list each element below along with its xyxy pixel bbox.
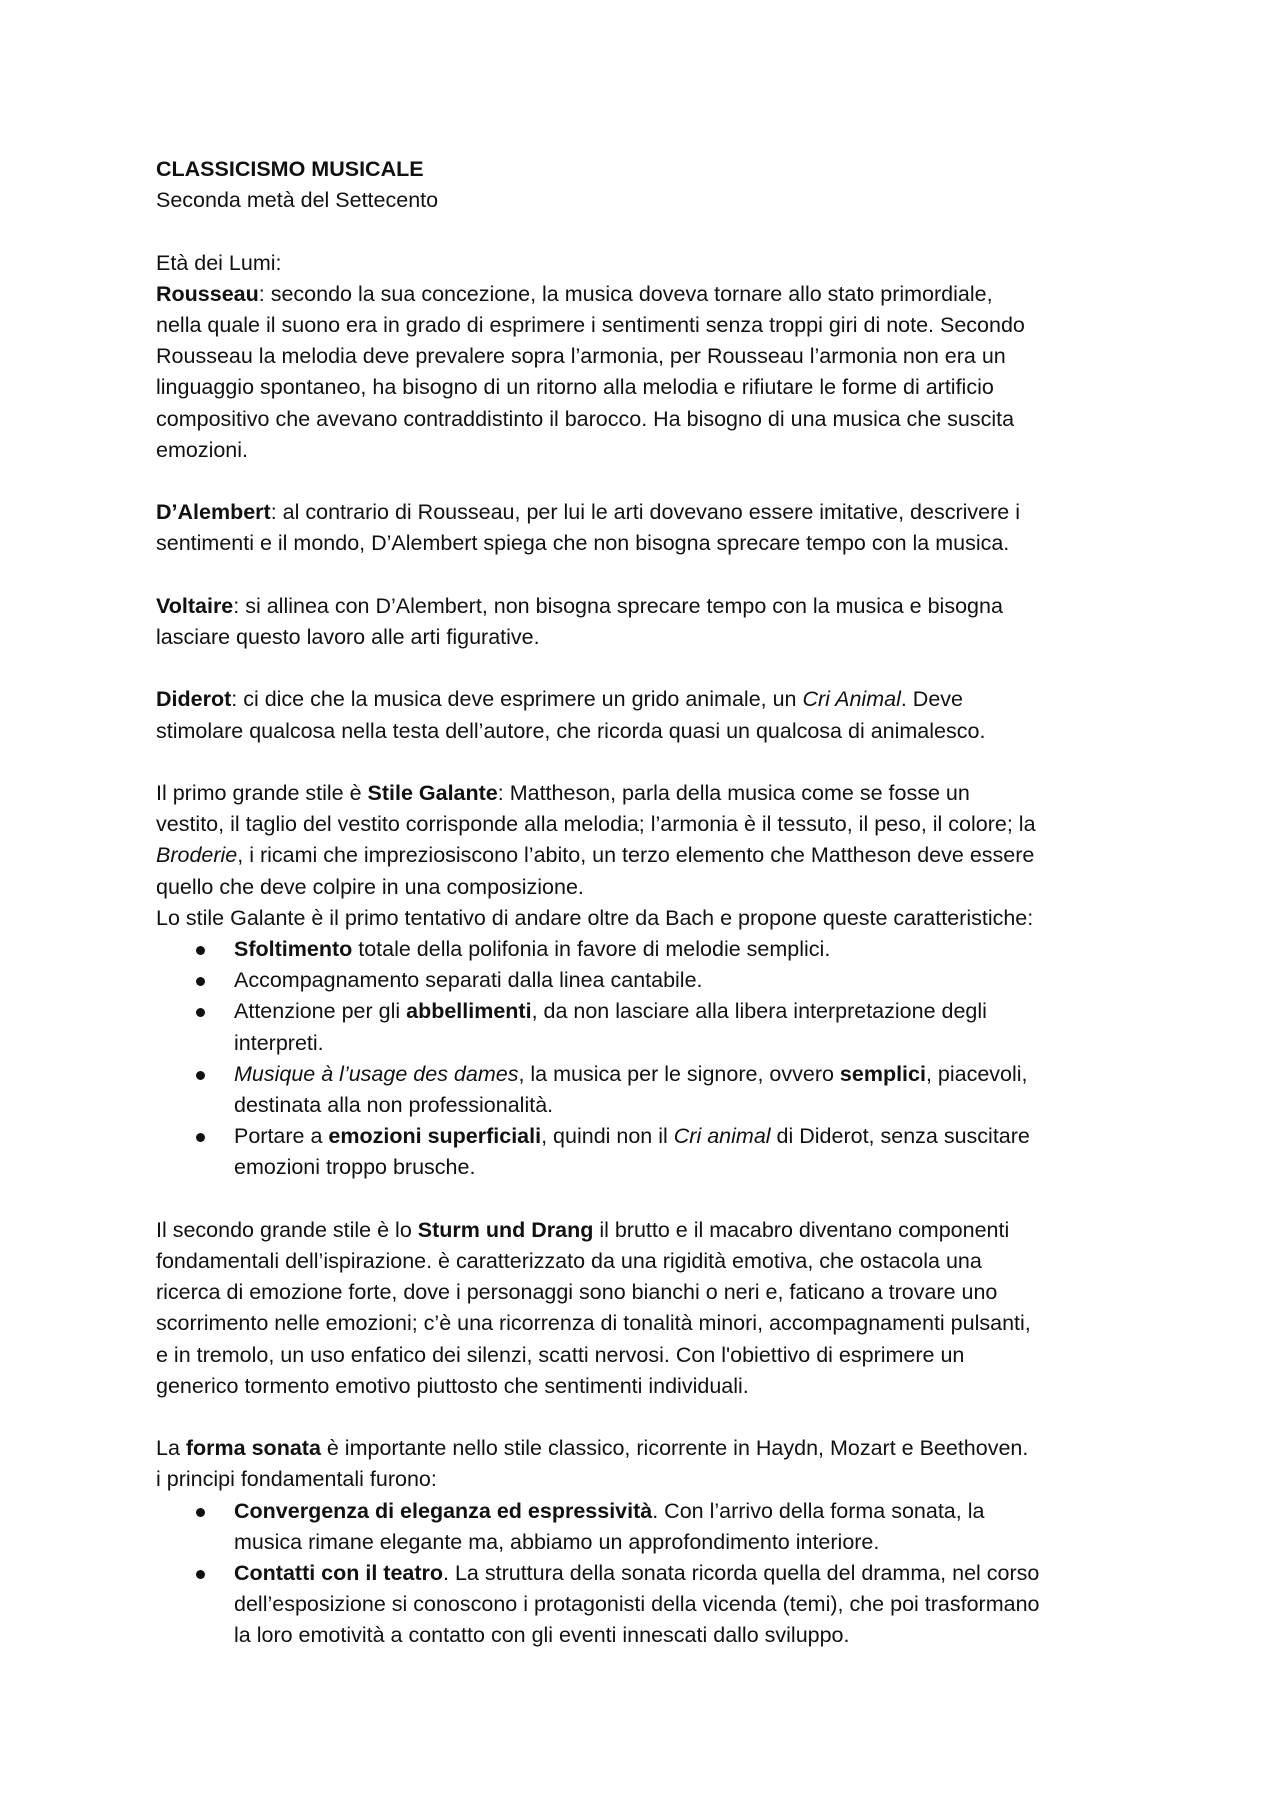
list-item: Portare a emozioni superficiali, quindi non il Cri animal di Diderot, senza suscitare emozioni troppo brusche. — [156, 1121, 1136, 1183]
bullet-icon — [196, 946, 205, 955]
sturm-paragraph: Il secondo grande stile è lo Sturm und Drang il brutto e il macabro diventano componenti fondamentali dell’ispirazione. è caratterizzato da una rigidità emotiva, che ostacola una ricerca di emozione forte, dove i personaggi sono bianchi o neri e, faticano a trovare uno scorrimento nelle emozioni; c’è una ricorrenza di tonalità minori, accompagnamenti pulsanti, e in tremolo, un uso enfatico dei silenzi, scatti nervosi. Con l'obiettivo di esprimere un generico tormento emotivo piuttosto che sentimenti individuali. — [156, 1217, 1031, 1398]
list-item: Musique à l’usage des dames, la musica per le signore, ovvero semplici, piacevoli, destinata alla non professionalità. — [156, 1059, 1136, 1121]
diderot-name: Diderot — [156, 687, 232, 712]
document-subtitle: Seconda metà del Settecento — [156, 188, 439, 213]
document-title: CLASSICISMO MUSICALE — [156, 157, 424, 181]
rousseau-paragraph: Rousseau: secondo la sua concezione, la musica doveva tornare allo stato primordiale, nella quale il suono era in grado di esprimere i sentimenti senza troppi giri di note. Secondo Rousseau la melodia deve prevalere sopra l’armonia, per Rousseau l’armonia non era un linguaggio spontaneo, ha bisogno di un ritorno alla melodia e rifiutare le forme di artificio compositivo che avevano contraddistinto il barocco. Ha bisogno di una musica che suscita emozioni. — [156, 281, 1025, 462]
rousseau-name: Rousseau — [156, 281, 259, 306]
voltaire-name: Voltaire — [156, 593, 234, 618]
bullet-icon — [196, 1133, 205, 1142]
bullet-icon — [196, 1071, 205, 1080]
document-page — [156, 154, 1136, 1652]
sonata-paragraph: La forma sonata è importante nello stile classico, ricorrente in Haydn, Mozart e Beethoven. i principi fondamentali furono: — [156, 1436, 1029, 1492]
list-item: Contatti con il teatro. La struttura della sonata ricorda quella del dramma, nel corso dell’esposizione si conoscono i protagonisti della vicenda (temi), che poi trasformano la loro emotività a contatto con gli eventi innescati dallo sviluppo. — [156, 1558, 1136, 1652]
dalembert-paragraph: D’Alembert: al contrario di Rousseau, per lui le arti dovevano essere imitative, descrivere i sentimenti e il mondo, D’Alembert spiega che non bisogna sprecare tempo con la musica. — [156, 500, 1020, 556]
list-item: Convergenza di eleganza ed espressività. Con l’arrivo della forma sonata, la musica rimane elegante ma, abbiamo un approfondimento interiore. — [156, 1496, 1136, 1558]
list-item: Sfoltimento totale della polifonia in favore di melodie semplici. — [156, 934, 1136, 965]
bullet-icon — [196, 1570, 205, 1579]
list-item: Attenzione per gli abbellimenti, da non lasciare alla libera interpretazione degli interpreti. — [156, 996, 1136, 1058]
list-item: Accompagnamento separati dalla linea cantabile. — [156, 965, 1136, 996]
bullet-icon — [196, 1008, 205, 1017]
dalembert-name: D’Alembert — [156, 500, 271, 525]
lumi-heading: Età dei Lumi: — [156, 250, 282, 275]
diderot-paragraph: Diderot: ci dice che la musica deve esprimere un grido animale, un Cri Animal. Deve stimolare qualcosa nella testa dell’autore, che ricorda quasi un qualcosa di animalesco. — [156, 687, 986, 743]
sonata-bullet-list — [156, 1496, 1136, 1652]
galante-paragraph: Il primo grande stile è Stile Galante: Mattheson, parla della musica come se fosse un vestito, il taglio del vestito corrisponde alla melodia; l’armonia è il tessuto, il peso, il colore; la Broderie, i ricami che impreziosiscono l’abito, un terzo elemento che Mattheson deve essere quello che deve colpire in una composizione. Lo stile Galante è il primo tentativo di andare oltre da Bach e propone queste caratteristiche: — [156, 780, 1036, 930]
bullet-icon — [196, 1508, 205, 1517]
voltaire-paragraph: Voltaire: si allinea con D’Alembert, non bisogna sprecare tempo con la musica e bisogna lasciare questo lavoro alle arti figurative. — [156, 593, 1003, 649]
galante-bullet-list — [156, 934, 1136, 1184]
bullet-icon — [196, 977, 205, 986]
